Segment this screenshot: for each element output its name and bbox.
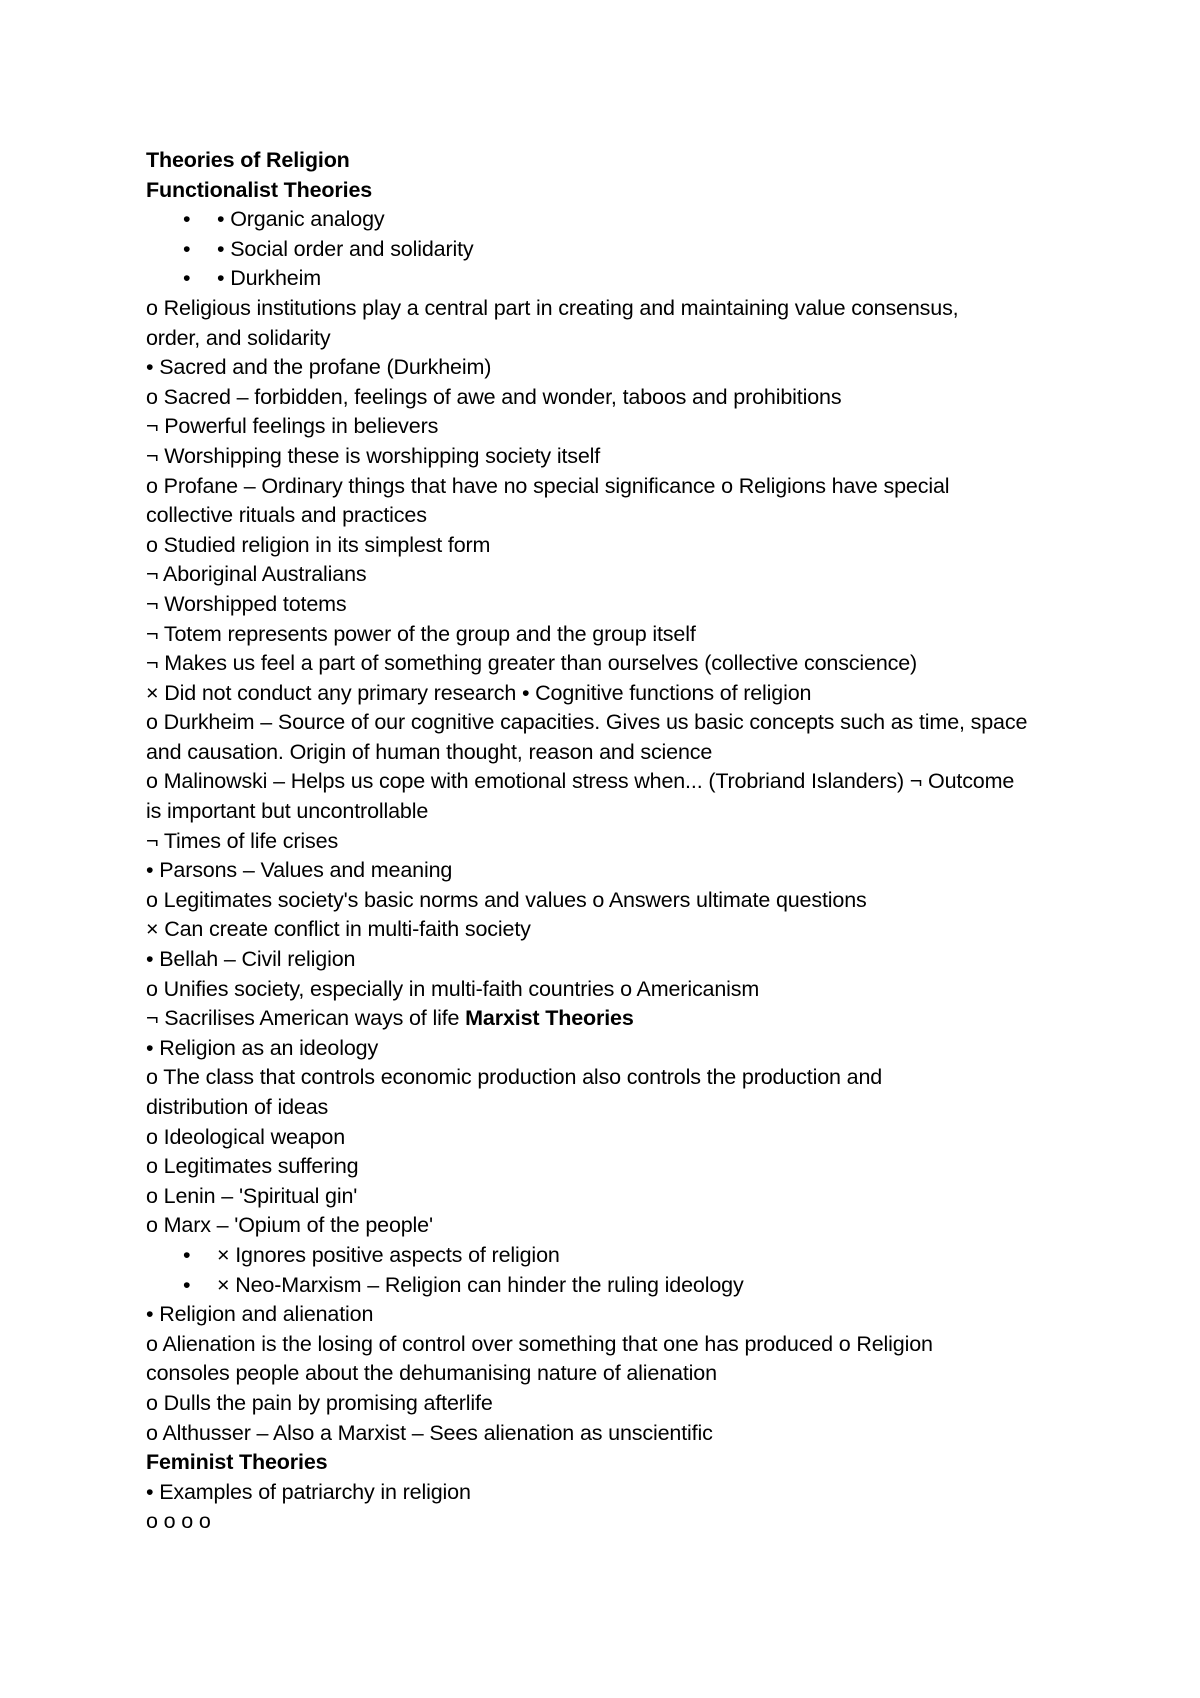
line-text: • Examples of patriarchy in religion <box>146 1479 471 1504</box>
line-text: × Did not conduct any primary research • Cognitive functions of religion <box>146 680 812 705</box>
text-line <box>146 708 1076 738</box>
line-text: ¬ Worshipping these is worshipping society itself <box>146 443 601 468</box>
line-text: collective rituals and practices <box>146 503 427 528</box>
line-text: o Durkheim – Source of our cognitive capacities. Gives us basic concepts such as time, space <box>146 710 1028 735</box>
bullet-marker: • <box>183 207 191 232</box>
text-line <box>146 531 1076 561</box>
text-line <box>146 1182 1076 1212</box>
bullet-text: • Social order and solidarity <box>217 236 474 261</box>
text-line <box>146 1034 1076 1064</box>
text-line <box>146 1063 1076 1093</box>
text-line <box>146 767 1076 797</box>
text-line <box>146 1359 1076 1389</box>
line-text: order, and solidarity <box>146 325 331 350</box>
heading-line <box>146 1448 1076 1478</box>
line-text: • Religion and alienation <box>146 1302 374 1327</box>
line-text: • Parsons – Values and meaning <box>146 858 453 883</box>
line-text: o Ideological weapon <box>146 1124 346 1149</box>
text-line <box>146 353 1076 383</box>
text-line <box>146 886 1076 916</box>
document-body <box>146 146 1076 1537</box>
line-text: o Legitimates suffering <box>146 1154 359 1179</box>
line-text: consoles people about the dehumanising nature of alienation <box>146 1361 717 1386</box>
line-text: Theories of Religion <box>146 148 350 172</box>
bullet-text: • Durkheim <box>217 266 321 291</box>
text-line <box>146 1507 1076 1537</box>
line-text: ¬ Times of life crises <box>146 828 339 853</box>
text-line <box>146 738 1076 768</box>
text-line <box>146 1093 1076 1123</box>
text-line <box>146 620 1076 650</box>
text-line <box>146 412 1076 442</box>
bullet-text: × Ignores positive aspects of religion <box>217 1242 560 1267</box>
line-text: o Profane – Ordinary things that have no special significance o Religions have special <box>146 473 950 498</box>
line-text: ¬ Sacrilises American ways of life <box>146 1006 466 1031</box>
line-text: o Malinowski – Helps us cope with emotional stress when... (Trobriand Islanders) ¬ Outcome <box>146 769 1015 794</box>
text-line <box>146 827 1076 857</box>
bullet-marker: • <box>183 266 191 291</box>
indented-bullet-line <box>146 1271 1076 1301</box>
text-line <box>146 1123 1076 1153</box>
indented-bullet-line <box>146 1241 1076 1271</box>
text-line <box>146 975 1076 1005</box>
line-text: o Althusser – Also a Marxist – Sees alienation as unscientific <box>146 1420 713 1445</box>
text-line <box>146 590 1076 620</box>
line-text: o Alienation is the losing of control over something that one has produced o Religion <box>146 1331 933 1356</box>
indented-bullet-line <box>146 205 1076 235</box>
text-line <box>146 442 1076 472</box>
line-text: o Dulls the pain by promising afterlife <box>146 1390 493 1415</box>
line-text: • Sacred and the profane (Durkheim) <box>146 355 492 380</box>
text-line <box>146 294 1076 324</box>
inline-heading: Marxist Theories <box>465 1006 634 1031</box>
text-line <box>146 915 1076 945</box>
text-line <box>146 679 1076 709</box>
text-line <box>146 649 1076 679</box>
text-line <box>146 501 1076 531</box>
text-line <box>146 560 1076 590</box>
line-text: ¬ Aboriginal Australians <box>146 562 367 587</box>
line-text: is important but uncontrollable <box>146 799 429 824</box>
line-text: o Sacred – forbidden, feelings of awe and wonder, taboos and prohibitions <box>146 384 842 409</box>
text-line <box>146 797 1076 827</box>
line-text: o Lenin – 'Spiritual gin' <box>146 1183 358 1208</box>
text-line <box>146 1211 1076 1241</box>
line-text: Functionalist Theories <box>146 177 373 202</box>
text-line <box>146 324 1076 354</box>
text-line <box>146 1330 1076 1360</box>
line-text: o Unifies society, especially in multi-faith countries o Americanism <box>146 976 760 1001</box>
line-text: and causation. Origin of human thought, reason and science <box>146 739 713 764</box>
line-text: o The class that controls economic production also controls the production and <box>146 1065 883 1090</box>
line-text: ¬ Totem represents power of the group and the group itself <box>146 621 696 646</box>
bullet-marker: • <box>183 1272 191 1297</box>
text-line <box>146 1152 1076 1182</box>
bullet-text: • Organic analogy <box>217 207 385 232</box>
text-line <box>146 1419 1076 1449</box>
line-text: • Religion as an ideology <box>146 1035 379 1060</box>
bullet-text: × Neo-Marxism – Religion can hinder the ruling ideology <box>217 1272 744 1297</box>
line-text: o Studied religion in its simplest form <box>146 532 491 557</box>
line-text: o o o o <box>146 1509 211 1534</box>
line-text: o Religious institutions play a central part in creating and maintaining value consensus, <box>146 295 959 320</box>
line-text: × Can create conflict in multi-faith society <box>146 917 531 942</box>
heading-line <box>146 176 1076 206</box>
indented-bullet-line <box>146 264 1076 294</box>
text-line <box>146 1004 1076 1034</box>
text-line <box>146 856 1076 886</box>
text-line <box>146 383 1076 413</box>
line-text: • Bellah – Civil religion <box>146 947 356 972</box>
line-text: o Legitimates society's basic norms and values o Answers ultimate questions <box>146 887 867 912</box>
line-text: distribution of ideas <box>146 1095 329 1119</box>
bullet-marker: • <box>183 1242 191 1267</box>
line-text: Feminist Theories <box>146 1450 328 1475</box>
text-line <box>146 1478 1076 1508</box>
indented-bullet-line <box>146 235 1076 265</box>
heading-line <box>146 146 1076 176</box>
text-line <box>146 1300 1076 1330</box>
line-text: o Marx – 'Opium of the people' <box>146 1213 433 1238</box>
line-text: ¬ Powerful feelings in believers <box>146 414 439 439</box>
bullet-marker: • <box>183 236 191 261</box>
line-text: ¬ Makes us feel a part of something greater than ourselves (collective conscience) <box>146 651 918 676</box>
text-line <box>146 945 1076 975</box>
text-line <box>146 472 1076 502</box>
text-line <box>146 1389 1076 1419</box>
line-text: ¬ Worshipped totems <box>146 591 347 616</box>
